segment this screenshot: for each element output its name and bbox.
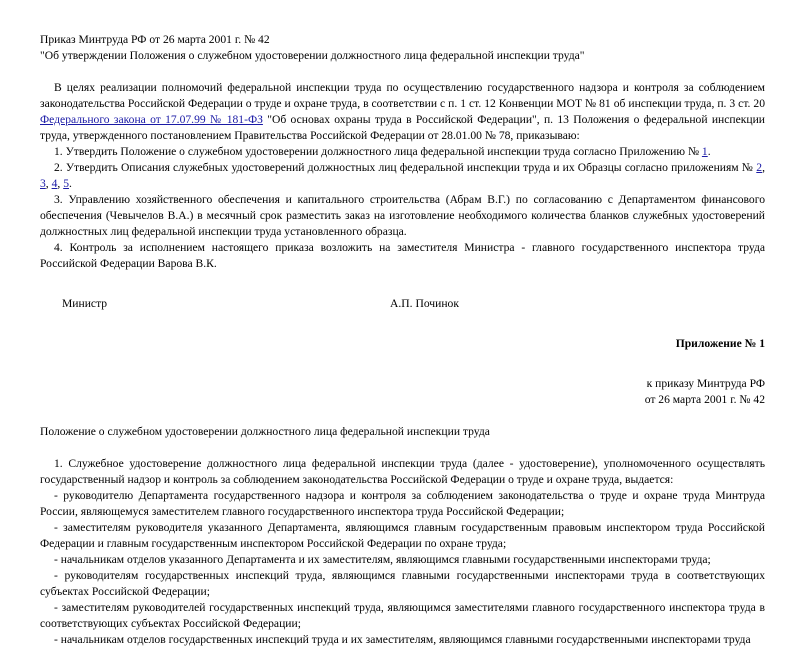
signatory-role: Министр [62,297,108,310]
order-item-3: 3. Управлению хозяйственного обеспечения и капитального строительства (Абрам В.Г.) по согласованию с Департаментом финансового обеспечения (Чевычелов В.А.) в месячный срок разместить заказ на изготовление необходимого количества бланков служебных удостоверений должностных лиц федеральной инспекции труда установленного образца. [40,193,765,238]
spacer [40,64,765,80]
list-item: - руководителям государственных инспекций труда, являющимся главными государственными инспекторами труда в соответствующих субъектах Российской Федерации; [40,569,765,598]
appendix-3-link[interactable]: 3 [40,177,46,190]
order-subtitle: "Об утверждении Положения о служебном удостоверении должностного лица федеральной инспекции труда" [40,49,585,62]
section-title: Положение о служебном удостоверении должностного лица федеральной инспекции труда [40,425,490,438]
appendix-ref-line-2: от 26 марта 2001 г. № 42 [644,393,765,406]
list-item: - начальникам отделов государственных инспекций труда и их заместителям, являющимся главными государственными инспекторами труда [54,633,751,646]
list-item: - заместителям руководителей государственных инспекций труда, являющимся заместителями главного государственного инспектора труда в соответствующих субъектах Российской Федерации; [40,601,765,630]
appendix-ref-line-1: к приказу Минтруда РФ [646,377,765,390]
regulation-paragraph-1: 1. Служебное удостоверение должностного лица федеральной инспекции труда (далее - удостоверение), уполномоченного осуществлять государственный надзор и контроль за соблюдением законодательства Российской Федерации о труде и охране труда, выдается: [40,457,765,486]
order-title: Приказ Минтруда РФ от 26 марта 2001 г. № 42 [40,33,270,46]
appendix-4-link[interactable]: 4 [51,177,58,190]
spacer [40,272,765,296]
preamble-text-start: В целях реализации полномочий федеральной инспекции труда по осуществлению государственного надзора и контроля за соблюдением законодательства Российской Федерации о труде и охране труда, в соответствии с п. 1 ст. 12 Конвенции МОТ № 81 об инспекции труда, п. 3 ст. 20 [40,81,765,110]
list-item: - заместителям руководителя указанного Департамента, являющимся главным государственным правовым инспектором труда Российской Федерации и главным государственным инспектором Российской Федерации по охране труда; [40,521,765,550]
preamble-text-end: "Об основах охраны труда в Российской Федерации", п. 13 Положения о федеральной инспекции труда, утвержденного постановлением Правительства Российской Федерации от 28.01.00 № 78, приказываю: [40,113,765,142]
spacer [40,408,765,424]
order-item-2-text: 2. Утвердить Описания служебных удостоверений должностных лиц федеральной инспекции труда и их Образцы согласно приложениям № [54,161,757,174]
order-item-1-text: 1. Утвердить Положение о служебном удостоверении должностного лица федеральной инспекции труда согласно Приложению № [54,145,702,158]
signature-block [40,296,765,312]
order-item-4: 4. Контроль за исполнением настоящего приказа возложить на заместителя Министра - главного государственного инспектора труда Российской Федерации Варова В.К. [40,241,765,270]
order-item-1 [40,144,765,160]
appendix-title: Приложение № 1 [675,337,765,350]
spacer [40,352,765,376]
appendix-5-link[interactable]: 5 [63,177,69,190]
preamble-paragraph [40,80,765,144]
document-page [40,32,765,648]
spacer [40,312,765,336]
signatory-name: А.П. Починок [390,297,459,310]
order-item-2 [40,160,765,192]
list-item: - руководителю Департамента государственного надзора и контроля за соблюдением законодательства о труде и охране труда Минтруда России, являющемуся заместителем главного государственного инспектора труда Российской Федерации; [40,489,765,518]
order-item-2-end: . [68,177,72,190]
separator: , [57,177,64,190]
federal-law-link[interactable]: Федерального закона от 17.07.99 № 181-ФЗ [40,113,263,126]
spacer [40,440,765,456]
appendix-2-link[interactable]: 2 [756,161,763,174]
separator: , [45,177,52,190]
separator: , [762,161,765,174]
appendix-1-link[interactable]: 1 [701,145,708,158]
order-item-1-end: . [707,145,711,158]
list-item: - начальникам отделов указанного Департамента и их заместителям, являющимся главными государственными инспекторами труда; [54,553,711,566]
